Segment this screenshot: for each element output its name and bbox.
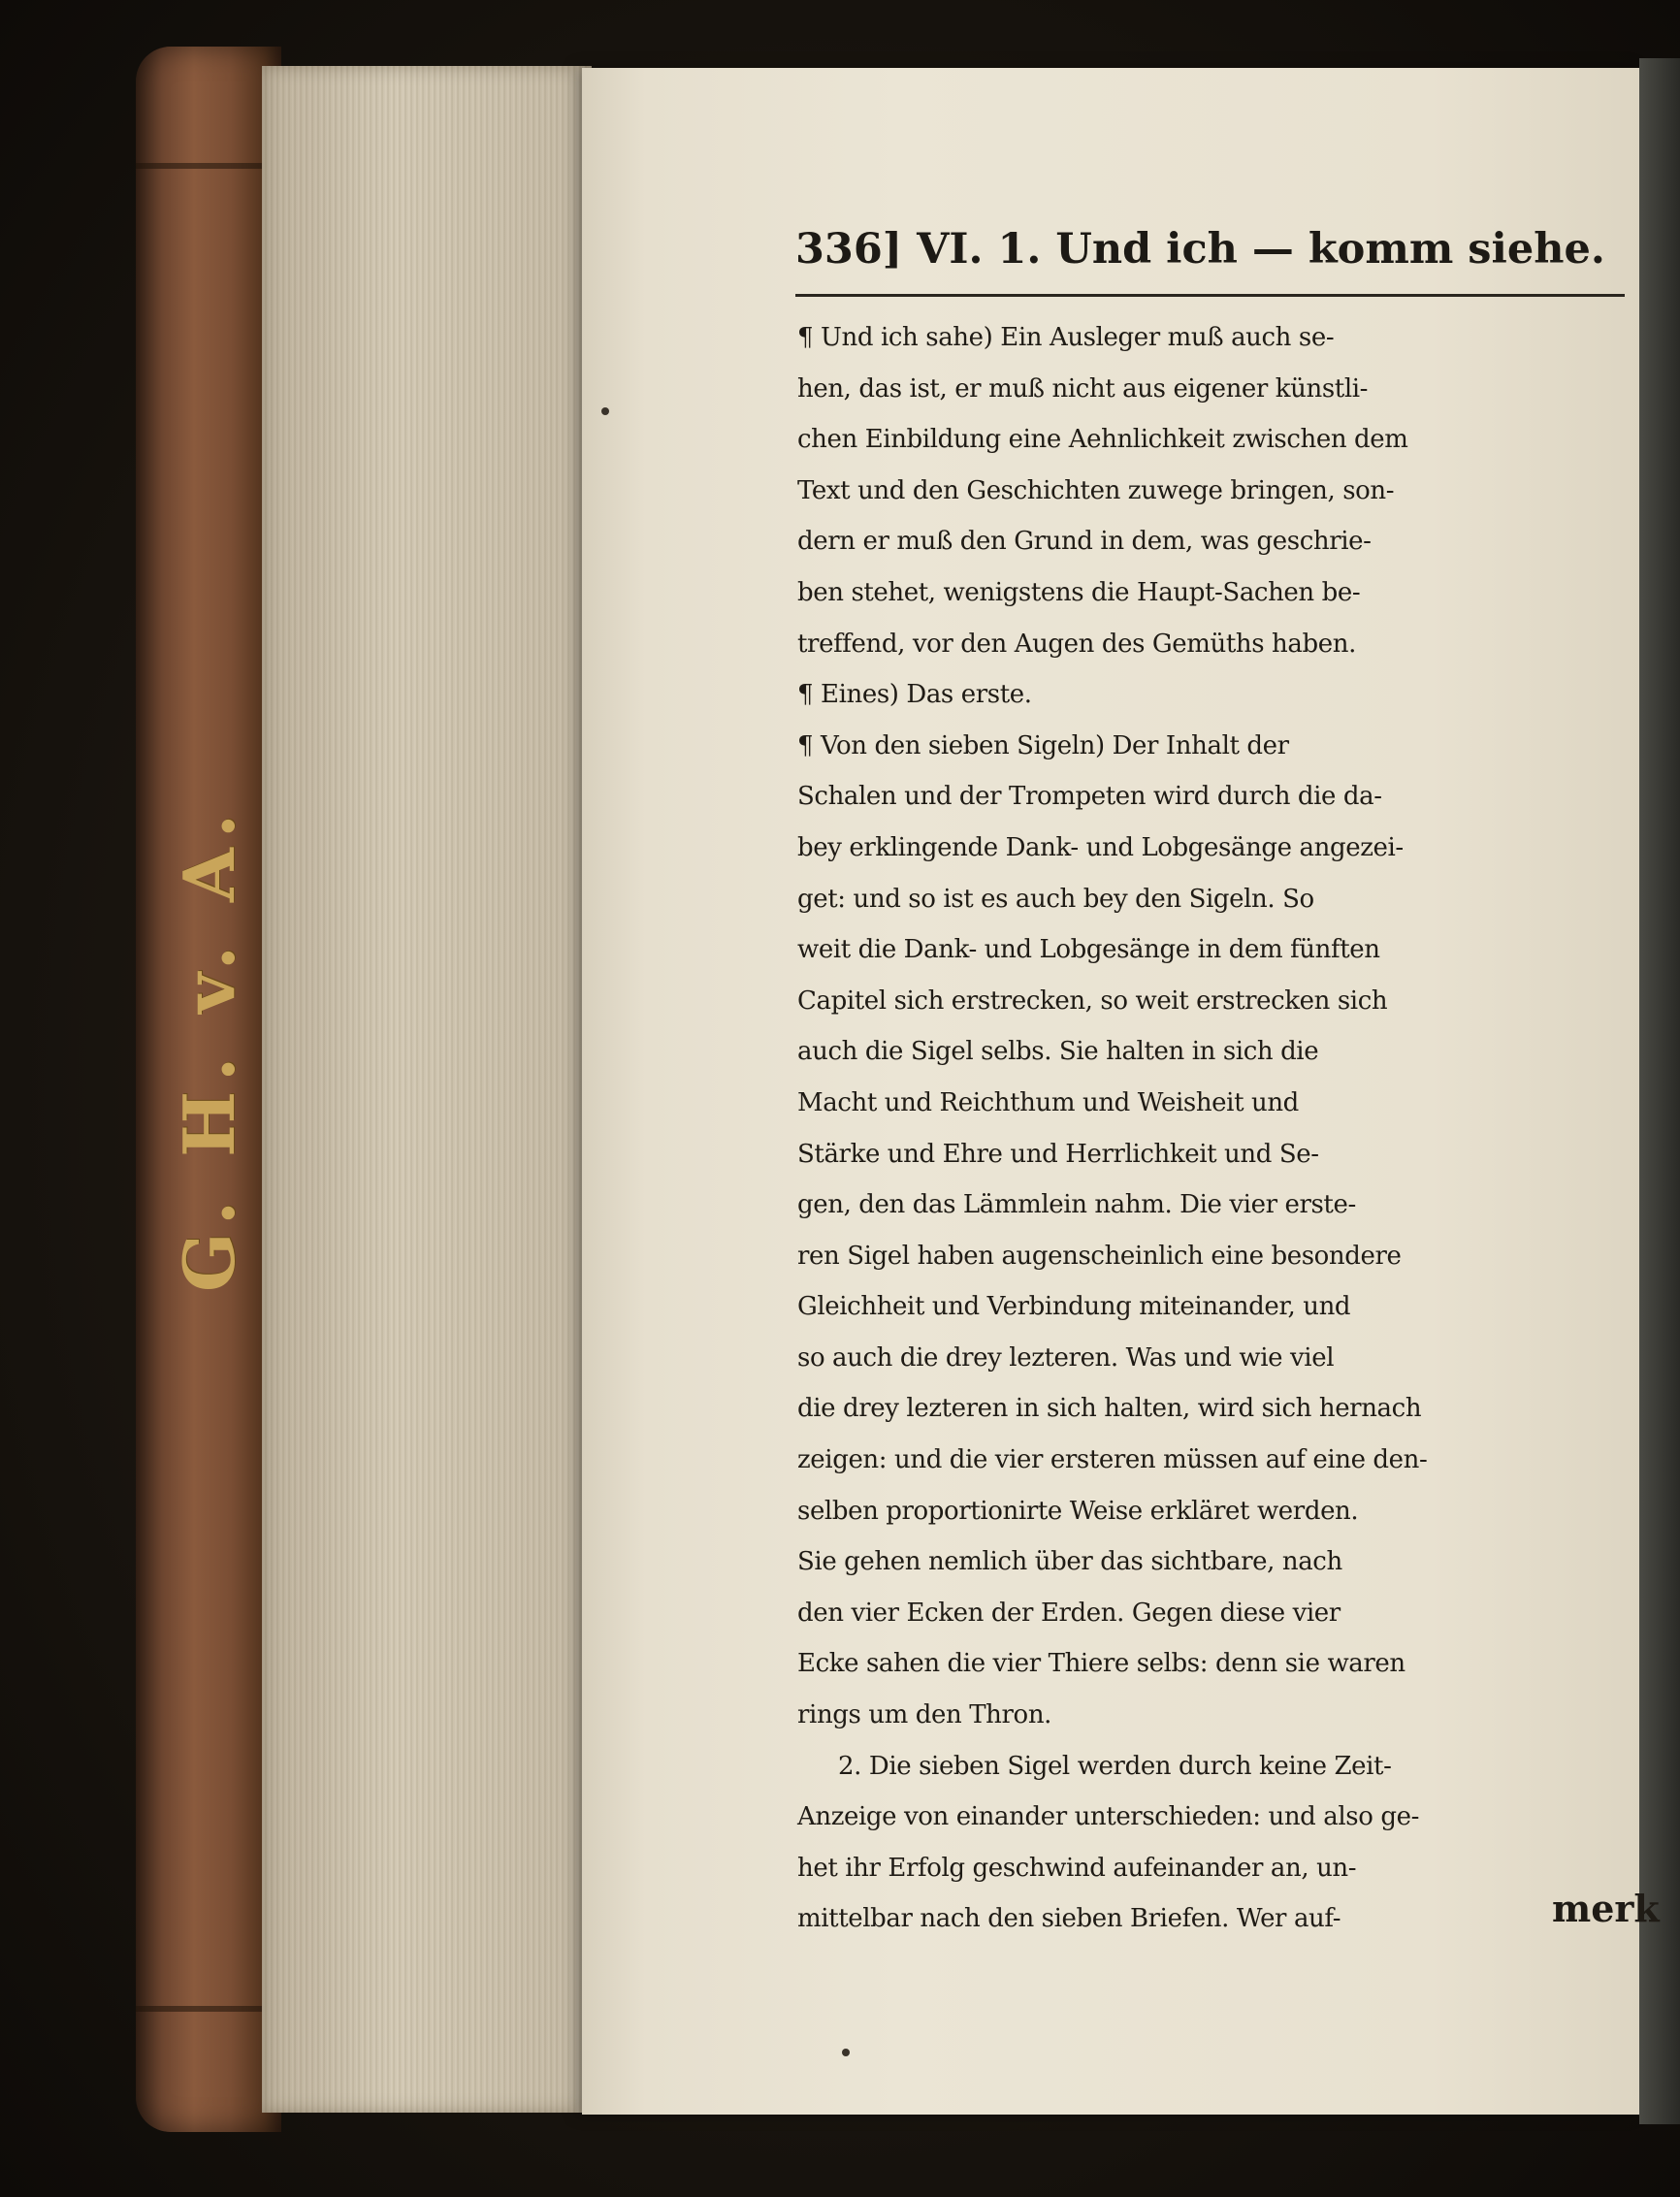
text-line: ¶ Eines) Das erste. xyxy=(797,680,1032,710)
text-line: ¶ Und ich sahe) Ein Ausleger muß auch se- xyxy=(797,323,1335,352)
spine-title: G. H. v. A. xyxy=(167,803,250,1292)
text-line: treffend, vor den Augen des Gemüths haben. xyxy=(797,629,1356,659)
text-line: Gleichheit und Verbindung miteinander, und xyxy=(797,1292,1351,1322)
text-line: Schalen und der Trompeten wird durch die da- xyxy=(797,782,1382,812)
text-line: gen, den das Lämmlein nahm. Die vier erste- xyxy=(797,1190,1356,1220)
page-block-shade xyxy=(262,66,592,2113)
text-line: Capitel sich erstrecken, so weit erstrecken sich xyxy=(797,985,1388,1016)
text-line: bey erklingende Dank- und Lobgesänge angezei- xyxy=(797,832,1404,862)
text-line: weit die Dank- und Lobgesänge in dem fünften xyxy=(797,935,1380,965)
text-line: Text und den Geschichten zuwege bringen, son- xyxy=(797,475,1395,505)
text-line: ¶ Von den sieben Sigeln) Der Inhalt der xyxy=(797,730,1289,760)
text-line: den vier Ecken der Erden. Gegen diese vier xyxy=(797,1598,1341,1628)
text-line: Anzeige von einander unterschieden: und also ge- xyxy=(797,1802,1419,1832)
text-line: 2. Die sieben Sigel werden durch keine Zeit- xyxy=(838,1751,1392,1781)
text-line: Ecke sahen die vier Thiere selbs: denn sie waren xyxy=(797,1649,1405,1679)
text-line: selben proportionirte Weise erkläret werden. xyxy=(797,1496,1359,1526)
text-line: so auch die drey lezteren. Was und wie viel xyxy=(797,1342,1335,1373)
text-line: het ihr Erfolg geschwind aufeinander an, un- xyxy=(797,1853,1357,1883)
text-line: ren Sigel haben augenscheinlich eine besondere xyxy=(797,1241,1402,1271)
running-header: 336] VI. 1. Und ich — komm siehe. xyxy=(795,225,1605,274)
text-line: zeigen: und die vier ersteren müssen auf eine den- xyxy=(797,1445,1428,1475)
text-line: auch die Sigel selbs. Sie halten in sich die xyxy=(797,1037,1319,1067)
facing-edge xyxy=(1639,58,1680,2124)
text-line: Sie gehen nemlich über das sichtbare, nach xyxy=(797,1547,1342,1577)
page-text xyxy=(797,312,1632,1945)
catchword: merk xyxy=(1552,1887,1660,1930)
text-line: get: und so ist es auch bey den Sigeln. So xyxy=(797,884,1314,914)
text-line: mittelbar nach den sieben Briefen. Wer auf- xyxy=(797,1904,1341,1934)
spine-lettering xyxy=(136,776,281,1319)
header-rule xyxy=(795,294,1625,297)
text-line: Macht und Reichthum und Weisheit und xyxy=(797,1087,1299,1117)
spine-band xyxy=(136,163,281,169)
text-line: chen Einbildung eine Aehnlichkeit zwischen dem xyxy=(797,425,1408,455)
text-line: ben stehet, wenigstens die Haupt-Sachen be- xyxy=(797,577,1361,607)
paper-speck xyxy=(601,407,609,415)
text-line: hen, das ist, er muß nicht aus eigener künstli- xyxy=(797,373,1369,404)
paper-speck xyxy=(842,2049,850,2056)
text-line: dern er muß den Grund in dem, was geschrie- xyxy=(797,527,1372,557)
text-line: die drey lezteren in sich halten, wird sich hernach xyxy=(797,1394,1422,1424)
text-line: rings um den Thron. xyxy=(797,1700,1052,1730)
spine-band xyxy=(136,2006,281,2012)
text-line: Stärke und Ehre und Herrlichkeit und Se- xyxy=(797,1139,1319,1169)
